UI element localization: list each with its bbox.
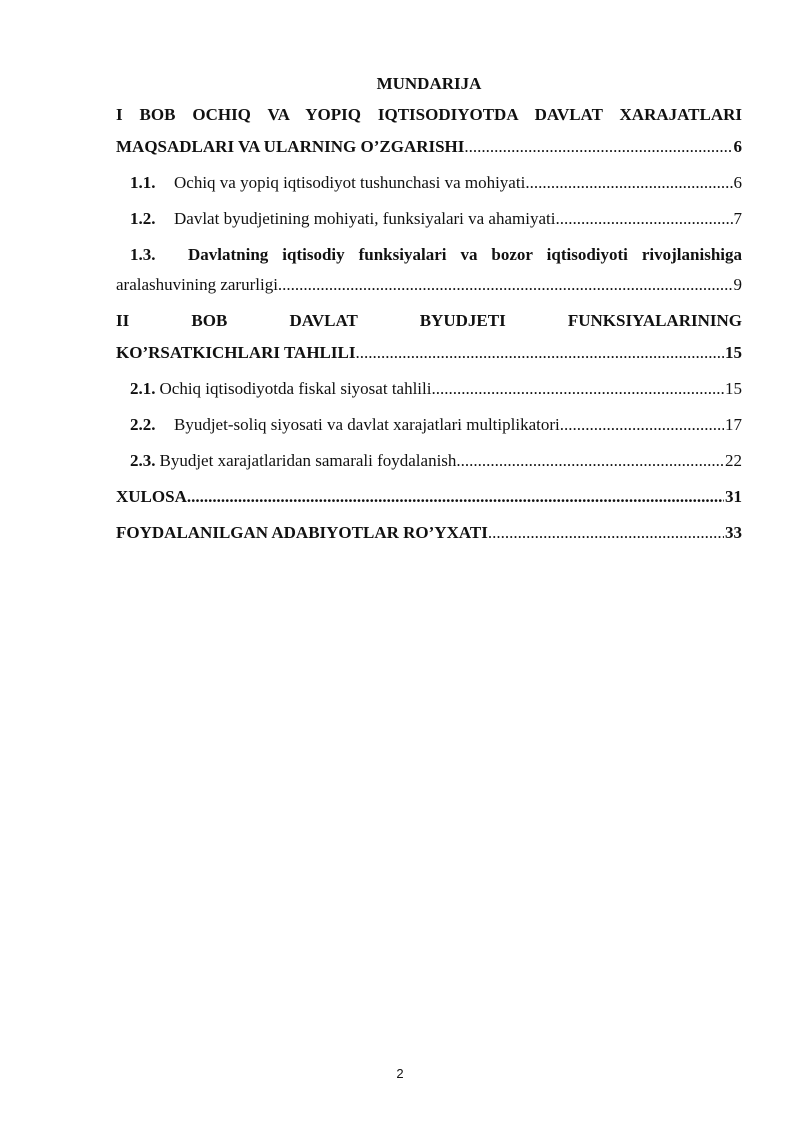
- section-page: 9: [733, 275, 742, 294]
- section-number: 2.2.: [130, 415, 156, 434]
- leader-dots: [355, 342, 724, 364]
- references-page: 33: [725, 523, 742, 542]
- toc-section-1-2[interactable]: [116, 208, 742, 230]
- leader-dots: [560, 414, 724, 436]
- page-number: 2: [396, 1066, 404, 1081]
- section-title: Davlat byudjetining mohiyati, funksiyalari va ahamiyati: [174, 209, 556, 228]
- conclusion-title: XULOSA: [116, 487, 187, 506]
- leader-dots: [555, 208, 732, 230]
- toc-references[interactable]: [116, 522, 742, 544]
- section-number: 2.1.: [130, 379, 156, 398]
- section-page: 7: [733, 209, 742, 228]
- section-page: 22: [725, 451, 742, 470]
- toc-section-2-3[interactable]: [116, 450, 742, 472]
- leader-dots: [431, 378, 724, 400]
- toc-section-2-1[interactable]: [116, 378, 742, 400]
- chapter-2-title-line1: II BOB DAVLAT BYUDJETI FUNKSIYALARINING: [116, 311, 742, 330]
- section-page: 15: [725, 379, 742, 398]
- chapter-1-title-line1: I BOB OCHIQ VA YOPIQ IQTISODIYOTDA DAVLAT XARAJATLARI: [116, 105, 742, 124]
- table-of-contents: [116, 74, 742, 558]
- leader-dots: [456, 450, 724, 472]
- section-number: 1.2.: [130, 209, 156, 228]
- chapter-2-title-line2: KO’RSATKICHLARI TAHLILI: [116, 343, 356, 362]
- conclusion-page: 31: [725, 487, 742, 506]
- section-number: 2.3.: [130, 451, 156, 470]
- leader-dots: [488, 522, 724, 544]
- section-title-line1: Davlatning iqtisodiy funksiyalari va bozor iqtisodiyoti rivojlanishiga: [187, 245, 742, 264]
- section-page: 17: [725, 415, 742, 434]
- section-number: 1.3.: [130, 245, 156, 264]
- leader-dots: [464, 136, 732, 158]
- section-number: 1.1.: [130, 173, 156, 192]
- toc-title: MUNDARIJA: [376, 74, 482, 93]
- chapter-2-page: 15: [725, 343, 742, 362]
- toc-section-2-2[interactable]: [116, 414, 742, 436]
- section-page: 6: [733, 173, 742, 192]
- toc-chapter-1[interactable]: [116, 104, 742, 158]
- chapter-1-title-line2: MAQSADLARI VA ULARNING O’ZGARISHI: [116, 137, 465, 156]
- toc-section-1-1[interactable]: [116, 172, 742, 194]
- leader-dots: [525, 172, 732, 194]
- section-1-3-line1: [116, 244, 742, 266]
- section-title: Ochiq va yopiq iqtisodiyot tushunchasi va mohiyati: [174, 173, 526, 192]
- section-title: Byudjet xarajatlaridan samarali foydalanish: [159, 451, 457, 470]
- leader-dots: [278, 274, 733, 296]
- section-title: Byudjet-soliq siyosati va davlat xarajatlari multiplikatori: [174, 415, 560, 434]
- toc-conclusion[interactable]: [116, 486, 742, 508]
- chapter-1-page: 6: [733, 137, 742, 156]
- section-title-line2: aralashuvining zarurligi: [116, 275, 278, 294]
- toc-chapter-2[interactable]: [116, 310, 742, 364]
- leader-dots: [187, 486, 724, 508]
- section-title: Ochiq iqtisodiyotda fiskal siyosat tahlili: [159, 379, 432, 398]
- references-title: FOYDALANILGAN ADABIYOTLAR RO’YXATI: [116, 523, 488, 542]
- toc-section-1-3[interactable]: [116, 244, 742, 296]
